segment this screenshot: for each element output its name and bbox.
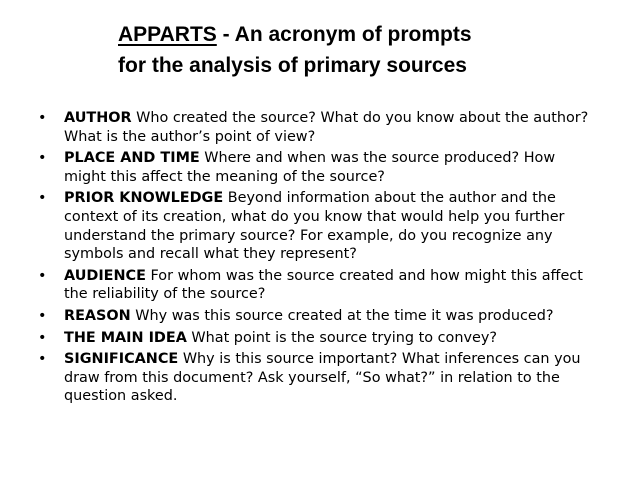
bullet-icon: •	[38, 351, 47, 368]
title-line-2: for the analysis of primary sources	[118, 54, 467, 77]
bullet-icon: •	[38, 150, 47, 167]
item-term: THE MAIN IDEA	[64, 329, 187, 346]
item-text: Beyond information about the author and the context of its creation, what do you know that would help you further understand the primary source? For example, do you recognize any symbols and recall what they represent?	[64, 190, 565, 263]
item-text: Why was this source created at the time it was produced?	[130, 307, 554, 324]
item-text: What point is the source trying to convey?	[186, 329, 497, 346]
item-term: SIGNIFICANCE	[64, 351, 179, 368]
item-text: Who created the source? What do you know about the author? What is the author’s point of view?	[64, 110, 589, 145]
list-item-significance	[38, 350, 598, 406]
item-text: Where and when was the source produced? How might this affect the meaning of the source?	[64, 150, 556, 185]
list-item-main-idea	[38, 329, 598, 348]
item-text: For whom was the source created and how might this affect the reliability of the source?	[64, 267, 583, 303]
slide-title	[118, 19, 558, 81]
bullet-icon: •	[38, 110, 47, 126]
item-term: PLACE AND TIME	[64, 150, 200, 167]
list-item-author	[38, 109, 598, 146]
bullet-icon: •	[38, 190, 47, 207]
title-acronym: APPARTS	[118, 23, 217, 46]
title-line-1	[118, 19, 558, 50]
item-term: REASON	[64, 307, 131, 324]
item-term: AUDIENCE	[64, 267, 146, 284]
list-item-place-and-time	[38, 149, 598, 186]
bullet-icon: •	[38, 307, 47, 324]
list-item-audience	[38, 267, 598, 304]
item-term: AUTHOR	[64, 110, 132, 126]
bullet-icon: •	[38, 267, 47, 284]
item-text: Why is this source important? What inferences can you draw from this document? Ask yourself, “So what?” in relation to the question asked.	[64, 351, 581, 405]
list-item-prior-knowledge	[38, 189, 598, 263]
bullet-icon: •	[38, 329, 47, 346]
prompt-list	[38, 109, 598, 409]
list-item-reason	[38, 307, 598, 326]
item-term: PRIOR KNOWLEDGE	[64, 190, 224, 207]
title-rest: - An acronym of prompts	[216, 23, 472, 46]
